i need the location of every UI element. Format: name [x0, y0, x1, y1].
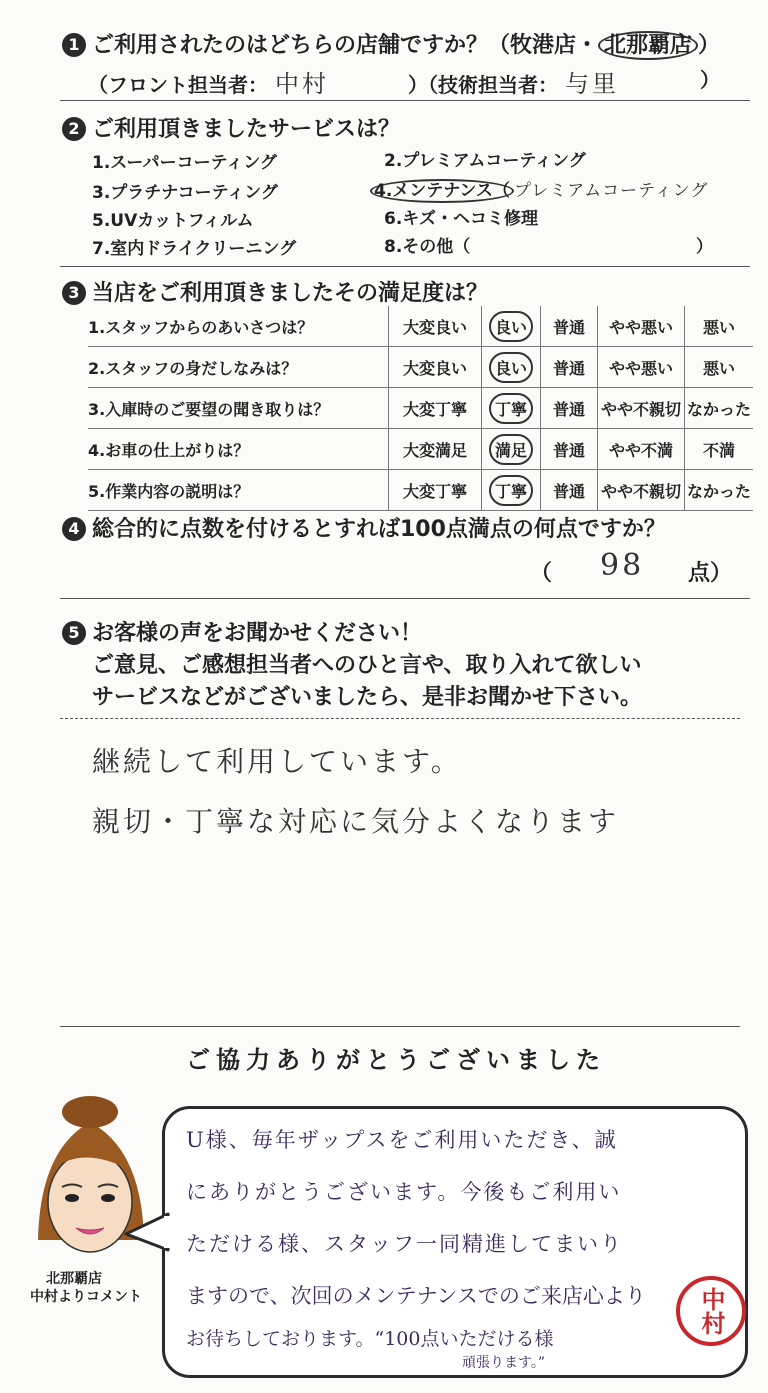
face-shape: [48, 1152, 132, 1252]
q1-selected-store: 北那覇店: [598, 31, 698, 60]
tech-staff-close: ）: [700, 68, 720, 92]
q2-title: [62, 112, 400, 143]
score-unit: 点）: [688, 561, 733, 586]
divider: [60, 1026, 740, 1027]
satisfaction-row: [88, 306, 753, 347]
satisfaction-row: [88, 347, 753, 388]
satisfaction-choice: 大変丁寧: [402, 399, 467, 419]
satisfaction-choice: 普通: [552, 358, 585, 378]
q2-text: ご利用頂きましたサービスは？: [92, 117, 401, 142]
satisfaction-choice-cell: [541, 470, 598, 511]
q1-title: [62, 28, 720, 59]
satisfaction-choice: 不満: [702, 440, 735, 460]
divider: [60, 598, 750, 599]
satisfaction-choice-cell: [541, 306, 598, 347]
satisfaction-choice-cell: [685, 388, 754, 429]
front-staff-label: （フロント担当者：: [88, 73, 268, 97]
satisfaction-choice-cell: [389, 470, 482, 511]
satisfaction-choice: 悪い: [702, 317, 735, 337]
satisfaction-choice-cell: [685, 306, 754, 347]
satisfaction-table-wrap: [88, 306, 753, 511]
satisfaction-choice: やや悪い: [608, 317, 673, 337]
satisfaction-choice: 普通: [552, 440, 585, 460]
satisfaction-question: 4.お車の仕上がりは？: [88, 429, 389, 470]
satisfaction-choice-cell: [482, 470, 541, 511]
q2-number-badge: 2: [62, 117, 86, 141]
satisfaction-choice-cell: [598, 347, 685, 388]
satisfaction-choice-cell: [389, 429, 482, 470]
satisfaction-choice-cell: [541, 429, 598, 470]
staff-comment-label: 中村よりコメント: [30, 1289, 142, 1305]
comment-line-2: にありがとうございます。今後もご利用い: [186, 1180, 622, 1204]
service-option-4: [370, 176, 708, 201]
service-option-8: 8.その他（: [384, 237, 471, 257]
satisfaction-choice-cell: [541, 347, 598, 388]
q1-tech-line: [408, 64, 619, 99]
q5-number-badge: 5: [62, 621, 86, 645]
satisfaction-choice-selected: 良い: [489, 352, 533, 383]
satisfaction-choice-cell: [482, 388, 541, 429]
q4-title: [62, 512, 666, 543]
comment-last-line: 頑張ります。”: [462, 1355, 546, 1371]
q3-number-badge: 3: [62, 281, 86, 305]
comment-line-3: ただける様、スタッフ一同精進してまいり: [186, 1232, 623, 1256]
satisfaction-choice: 普通: [552, 317, 585, 337]
service-option-4-note: プレミアムコーティング: [513, 181, 709, 201]
satisfaction-choice-cell: [482, 306, 541, 347]
q5-line1: お客様の声をお聞かせください！: [92, 621, 423, 646]
q1-staff-line: [88, 64, 329, 99]
comment-line-1: U様、毎年ザップスをご利用いただき、誠: [186, 1128, 618, 1152]
satisfaction-choice-cell: [482, 429, 541, 470]
satisfaction-question: 3.入庫時のご要望の聞き取りは？: [88, 388, 389, 429]
satisfaction-choice: やや不親切: [600, 399, 681, 419]
service-option-5: 5.UVカットフィルム: [92, 211, 254, 231]
satisfaction-choice: やや不親切: [600, 481, 681, 501]
satisfaction-choice-cell: [598, 388, 685, 429]
satisfaction-choice: 大変丁寧: [402, 481, 467, 501]
satisfaction-choice-cell: [685, 429, 754, 470]
hair-bun: [62, 1096, 118, 1128]
service-option-4-text: 4.メンテナンス（: [370, 179, 514, 203]
satisfaction-choice: やや悪い: [608, 358, 673, 378]
satisfaction-choice-cell: [389, 306, 482, 347]
satisfaction-choice-cell: [598, 470, 685, 511]
satisfaction-choice: なかった: [686, 481, 751, 501]
satisfaction-row: [88, 388, 753, 429]
service-option-7: 7.室内ドライクリーニング: [92, 239, 297, 259]
comment-line-5: お待ちしております。“100点いただける様: [186, 1328, 554, 1350]
satisfaction-row: [88, 470, 753, 511]
satisfaction-choice-selected: 良い: [489, 311, 533, 342]
tech-staff-label: ）（技術担当者：: [408, 73, 558, 97]
satisfaction-row: [88, 429, 753, 470]
satisfaction-choice-cell: [482, 347, 541, 388]
satisfaction-choice-cell: [685, 470, 754, 511]
service-option-3: 3.プラチナコーティング: [92, 183, 278, 203]
divider: [60, 266, 750, 267]
q3-text: 当店をご利用頂きましたその満足度は？: [92, 281, 489, 306]
satisfaction-question: 1.スタッフからのあいさつは？: [88, 306, 389, 347]
customer-answer-line1: 継続して利用しています。: [92, 745, 462, 778]
satisfaction-choice-cell: [598, 306, 685, 347]
satisfaction-choice-selected: 丁寧: [489, 475, 533, 506]
service-option-1: 1.スーパーコーティング: [92, 153, 277, 173]
divider: [60, 100, 750, 101]
service-option-6: 6.キズ・ヘコミ修理: [384, 209, 538, 229]
q5-title: [62, 616, 422, 647]
q4-text: 総合的に点数を付けるとすれば100点満点の何点ですか？: [92, 517, 666, 542]
satisfaction-choice: やや不満: [608, 440, 673, 460]
left-eye: [65, 1194, 79, 1202]
satisfaction-choice: 悪い: [702, 358, 735, 378]
satisfaction-choice-cell: [541, 388, 598, 429]
satisfaction-choice-selected: 満足: [489, 434, 533, 465]
customer-answer-line2: 親切・丁寧な対応に気分よくなります: [92, 805, 620, 838]
tech-staff-name: 与里: [564, 70, 619, 98]
q4-number-badge: 4: [62, 517, 86, 541]
satisfaction-choice: 大変良い: [402, 358, 467, 378]
thank-you-message: ご協力ありがとうございました: [186, 1046, 606, 1074]
satisfaction-choice-cell: [389, 347, 482, 388]
satisfaction-choice: なかった: [686, 399, 751, 419]
score-open: （: [530, 561, 553, 586]
q1-close: ）: [698, 33, 721, 58]
satisfaction-choice: 普通: [552, 481, 585, 501]
satisfaction-choice: 大変良い: [402, 317, 467, 337]
q5-line2: ご意見、ご感想担当者へのひと言や、取り入れて欲しい: [92, 653, 642, 678]
speech-bubble-tail: [124, 1210, 170, 1254]
satisfaction-choice-cell: [389, 388, 482, 429]
satisfaction-choice-selected: 丁寧: [489, 393, 533, 424]
name-stamp: 中村: [676, 1276, 746, 1346]
satisfaction-question: 5.作業内容の説明は？: [88, 470, 389, 511]
service-option-2: 2.プレミアムコーティング: [384, 151, 586, 171]
satisfaction-choice: 大変満足: [402, 440, 467, 460]
front-staff-name: 中村: [274, 70, 329, 98]
score-value: 98: [600, 548, 645, 583]
q3-title: [62, 276, 488, 307]
service-option-8-close: ）: [696, 237, 713, 257]
divider: [60, 718, 740, 719]
satisfaction-choice-cell: [598, 429, 685, 470]
q1-text: ご利用されたのはどちらの店舗ですか？（牧港店・: [92, 33, 599, 58]
q1-number-badge: 1: [62, 33, 86, 57]
staff-store-label: 北那覇店: [46, 1271, 102, 1287]
satisfaction-question: 2.スタッフの身だしなみは？: [88, 347, 389, 388]
satisfaction-choice-cell: [685, 347, 754, 388]
satisfaction-table: [88, 306, 753, 511]
satisfaction-choice: 普通: [552, 399, 585, 419]
q5-line3: サービスなどがございましたら、是非お聞かせ下さい。: [92, 685, 643, 710]
comment-line-4: ますので、次回のメンテナンスでのご来店心より: [186, 1284, 646, 1308]
right-eye: [101, 1194, 115, 1202]
